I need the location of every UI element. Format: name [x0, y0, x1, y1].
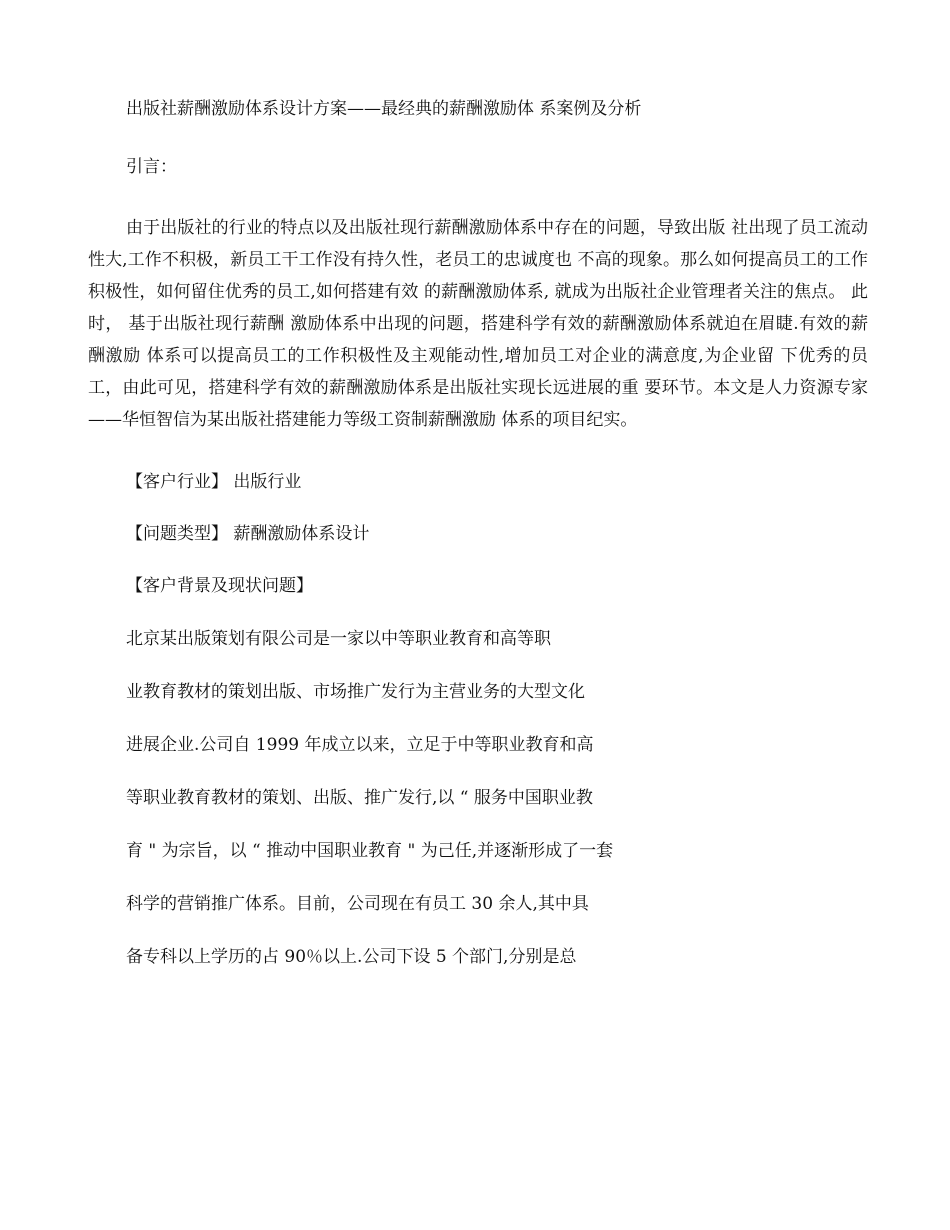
problem-type: 【问题类型】 薪酬激励体系设计: [126, 524, 370, 544]
background-line: 等职业教育教材的策划、出版、推广发行,以 “ 服务中国职业教: [126, 788, 593, 808]
background-line: 育 " 为宗旨，以 “ 推动中国职业教育 " 为己任,并逐渐形成了一套: [126, 841, 614, 861]
client-industry: 【客户行业】 出版行业: [126, 472, 302, 492]
background-line: 备专科以上学历的占 90％以上.公司下设 5 个部门,分别是总: [126, 947, 577, 967]
background-heading: 【客户背景及现状问题】: [126, 576, 313, 596]
document-content: [88, 96, 868, 987]
document-title: 出版社薪酬激励体系设计方案——最经典的薪酬激励体 系案例及分析: [126, 99, 642, 119]
intro-paragraph: 由于出版社的行业的特点以及出版社现行薪酬激励体系中存在的问题，导致出版 社出现了员工流动性大,工作不积极，新员工干工作没有持久性，老员工的忠诚度也 不高的现象。那么如何提高员工的工作积极性，如何留住优秀的员工,如何搭建有效 的薪酬激励体系, 就成为出版社企业管理者关注的焦点。 此时， 基于出版社现行薪酬 激励体系中出现的问题，搭建科学有效的薪酬激励体系就迫在眉睫.有效的薪酬激励 体系可以提高员工的工作积极性及主观能动性,增加员工对企业的满意度,为企业留 下优秀的员工，由此可见，搭建科学有效的薪酬激励体系是出版社实现长远进展的重 要环节。本文是人力资源专家——华恒智信为某出版社搭建能力等级工资制薪酬激励 体系的项目纪实。: [88, 218, 868, 430]
background-line: 业教育教材的策划出版、市场推广发行为主营业务的大型文化: [126, 682, 585, 702]
background-line: 北京某出版策划有限公司是一家以中等职业教育和高等职: [126, 629, 551, 649]
intro-heading: 引言：: [126, 157, 177, 177]
background-line: 进展企业.公司自 1999 年成立以来，立足于中等职业教育和高: [126, 735, 594, 755]
background-line: 科学的营销推广体系。目前，公司现在有员工 30 余人,其中具: [126, 894, 589, 914]
